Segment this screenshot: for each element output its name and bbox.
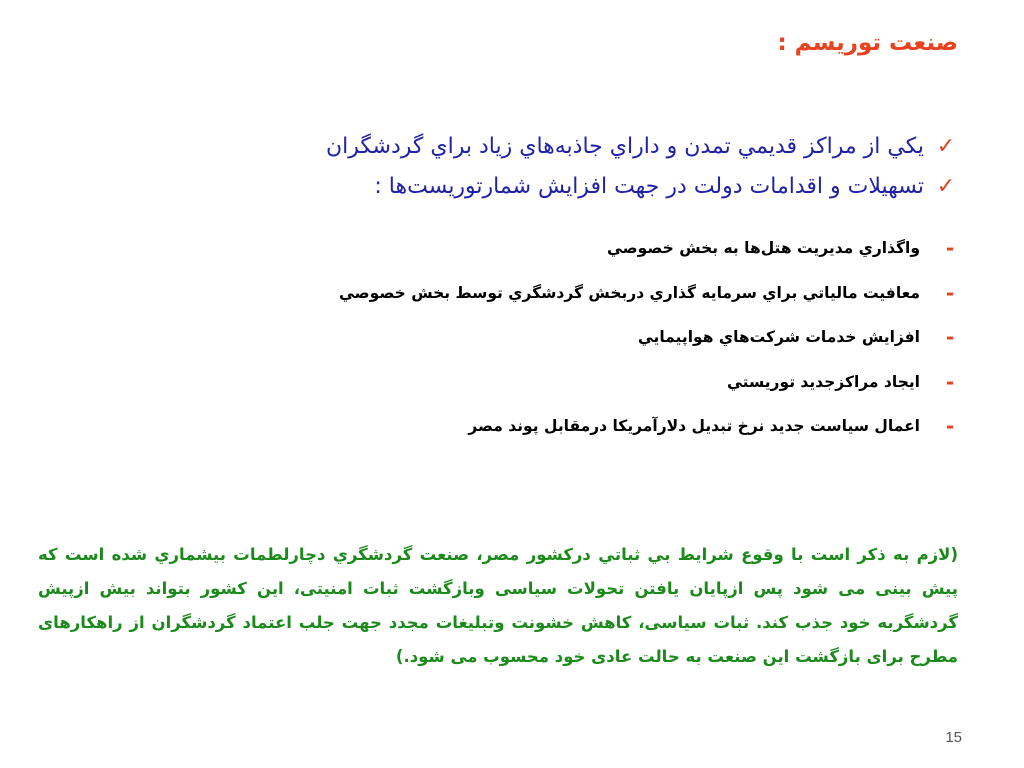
sub-item	[58, 404, 958, 449]
checkmark-icon: ✓	[936, 133, 956, 159]
check-item-text: يکي از مراکز قديمي تمدن و داراي جاذبه‌هاي زياد براي گردشگران	[326, 133, 924, 159]
note-paragraph: (لازم به ذکر است با وقوع شرايط بي ثباتي درکشور مصر، صنعت گردشگري دچارلطمات بيشماري شده است که پیش بینی می شود پس ازپایان یافتن تحولات سیاسی وبازگشت ثبات امنیتی، این کشور بتواند بیش ازپیش گردشگربه خود جذب کند. ثبات سیاسی، کاهش خشونت وتبلیغات مجدد جهت جلب اعتماد گردشگران از راهکارهای مطرح برای بازگشت این صنعت به حالت عادی خود محسوب می شود.)	[38, 545, 958, 666]
dash-bullet-icon: -	[945, 414, 955, 439]
check-item	[58, 166, 958, 206]
slide-title: صنعت توريسم :	[777, 30, 958, 56]
sub-item-text: ايجاد مراکزجديد توريستي	[726, 372, 920, 391]
check-list	[58, 126, 958, 206]
sub-item-text: افزايش خدمات شرکت‌هاي هواپيمايي	[637, 328, 920, 347]
check-item	[58, 126, 958, 166]
sub-item	[58, 315, 958, 360]
sub-item-text: معافيت مالياتي براي سرمايه گذاري دربخش گردشگري توسط بخش خصوصي	[338, 283, 920, 302]
dash-bullet-icon: -	[945, 236, 955, 261]
dash-bullet-icon: -	[945, 369, 955, 394]
dash-bullet-icon: -	[945, 325, 955, 350]
checkmark-icon: ✓	[936, 173, 956, 199]
page-number: 15	[945, 729, 962, 746]
sub-item-text: واگذاري مديريت هتل‌ها به بخش خصوصي	[607, 239, 920, 258]
dash-bullet-icon: -	[945, 280, 955, 305]
sub-item	[58, 360, 958, 405]
sub-list	[58, 226, 958, 449]
check-item-text: تسهيلات و اقدامات دولت در جهت افزايش شمارتوريست‌ها :	[374, 173, 924, 199]
sub-item	[58, 226, 958, 271]
sub-item-text: اعمال سياست جديد نرخ تبديل دلارآمريکا درمقابل پوند مصر	[468, 417, 920, 436]
sub-item	[58, 271, 958, 316]
